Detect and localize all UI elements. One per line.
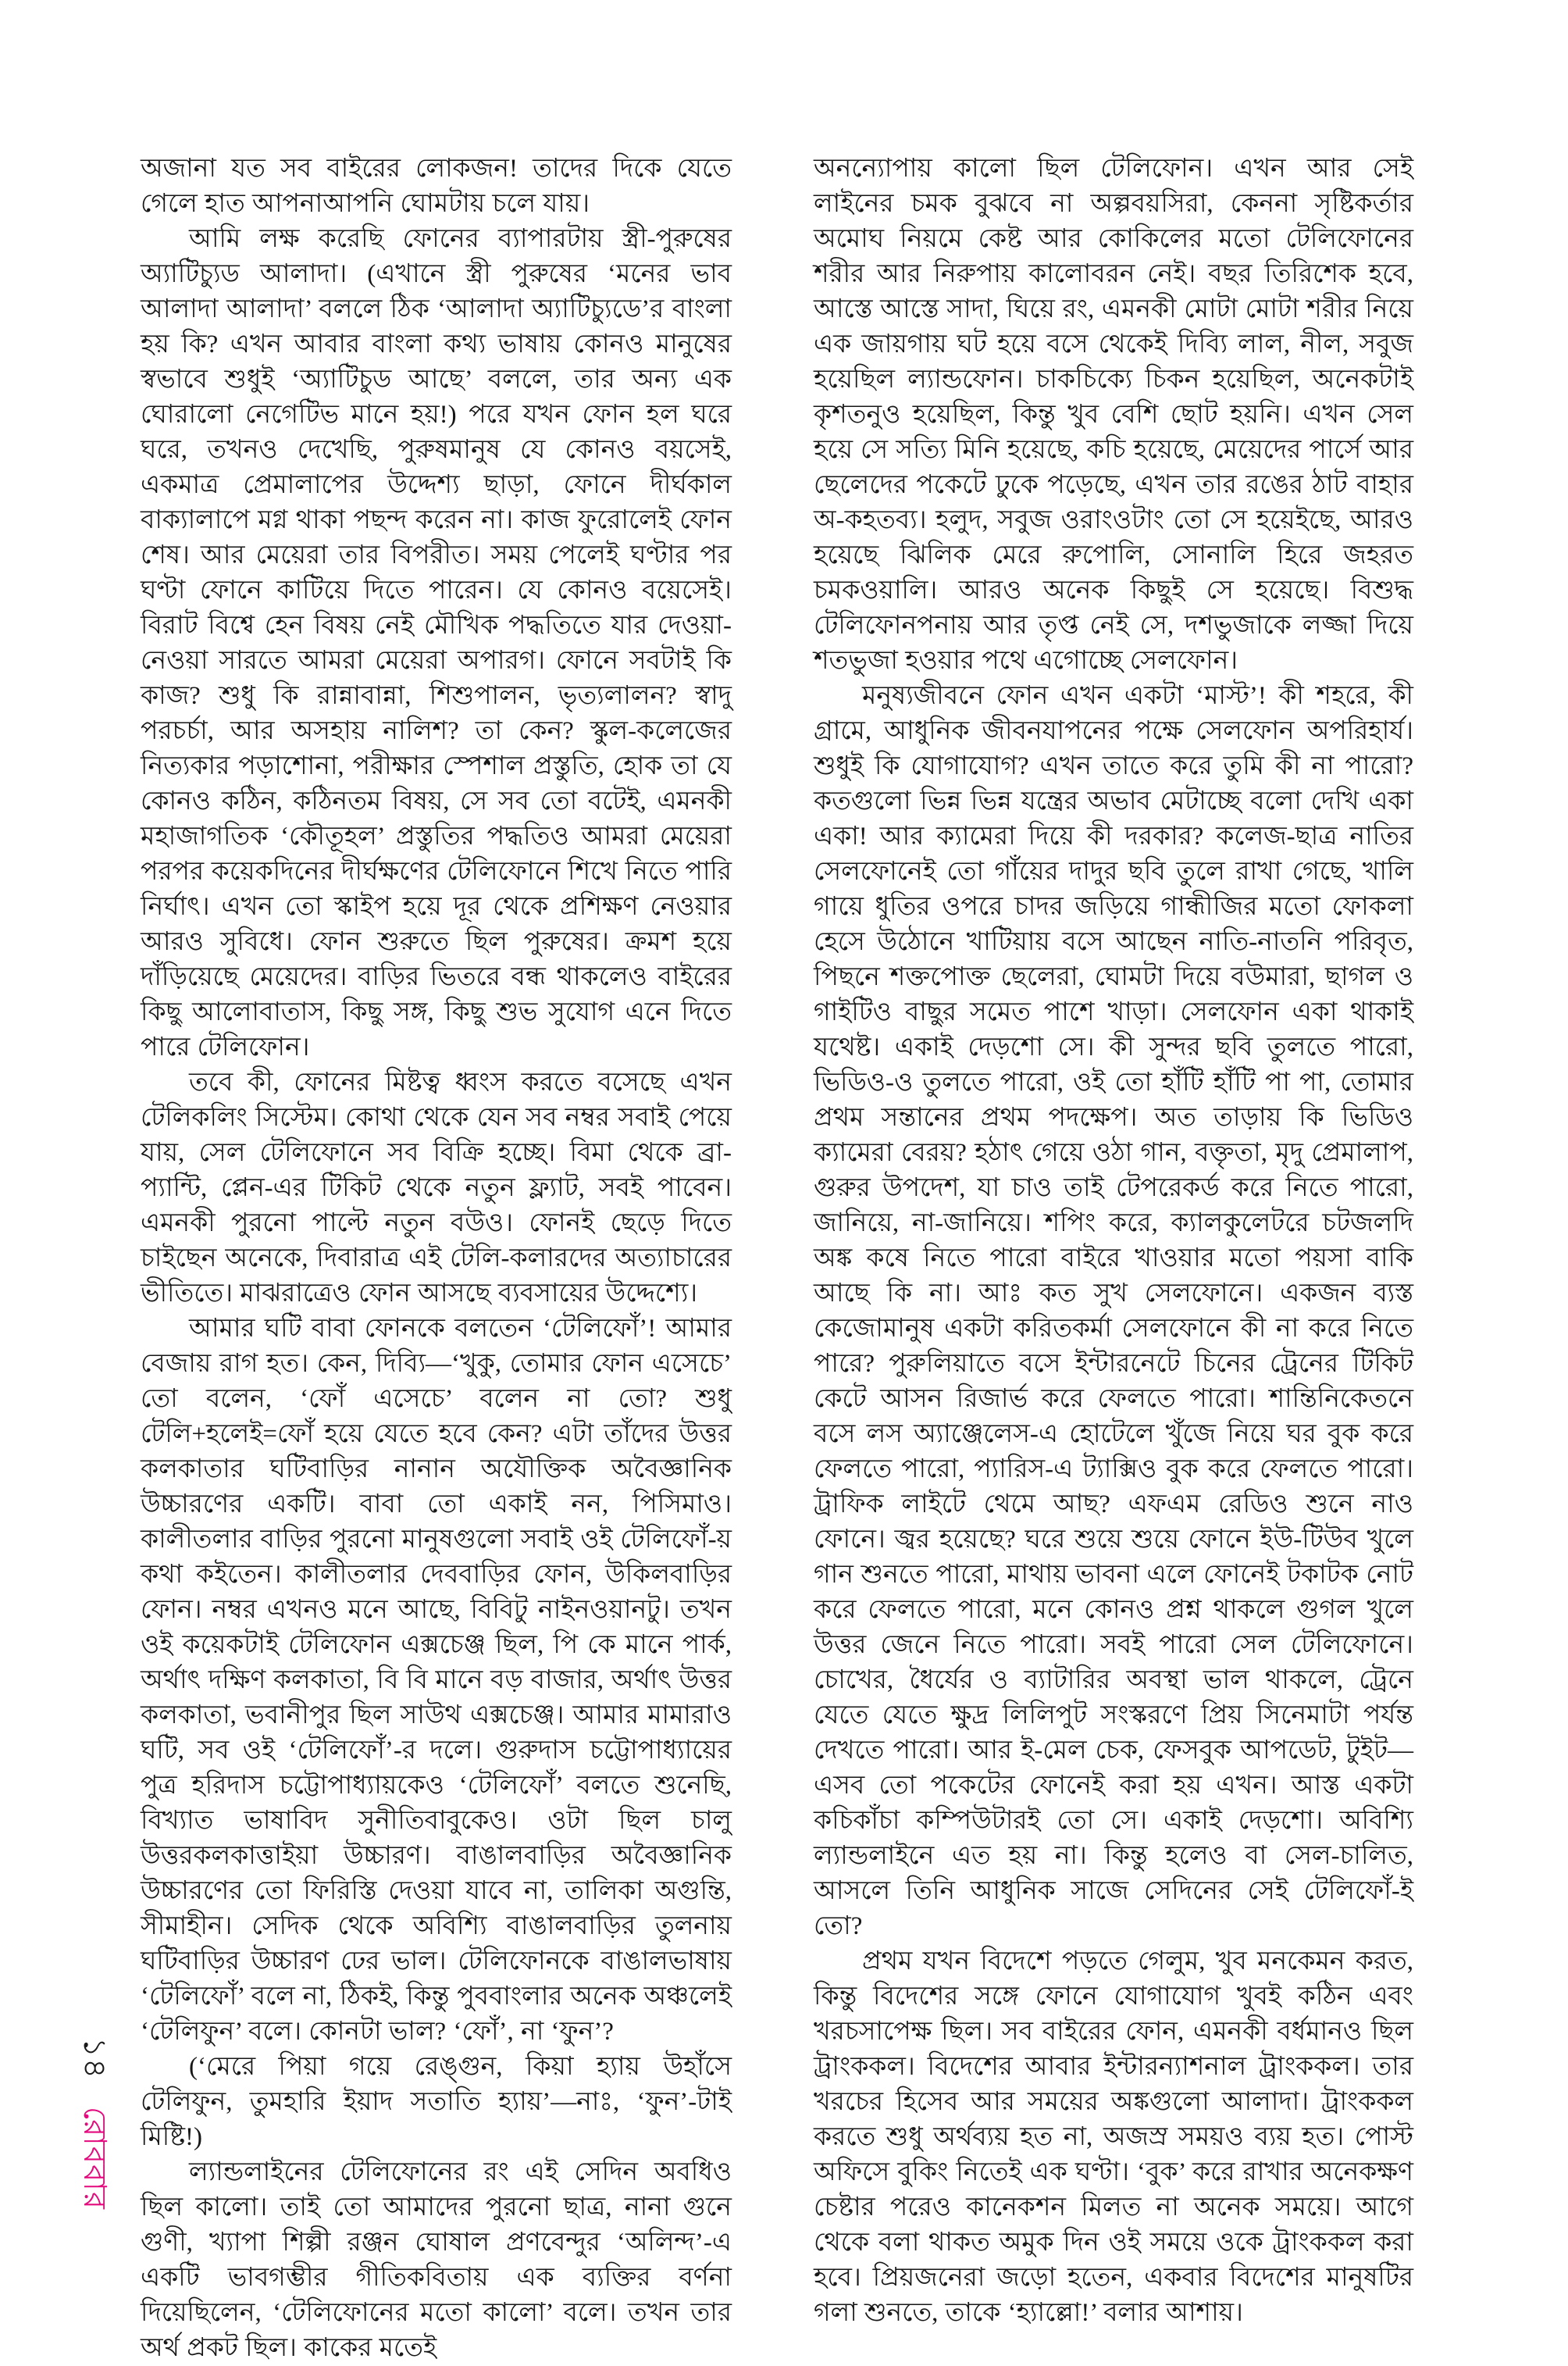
paragraph: প্রথম যখন বিদেশে পড়তে গেলুম, খুব মনকেমন করত, কিন্তু বিদেশের সঙ্গে ফোনে যোগাযোগ খুবই কঠিন এবং খরচসাপেক্ষ ছিল। সব বাইরের ফোন, এমনকী বর্ধমানও ছিল ট্রাংককল। বিদেশের আবার ইন্টারন্যাশনাল ট্রাংককল। তার খরচের হিসেব আর সময়ের অঙ্কগুলো আলাদা। ট্রাংককল করতে শুধু অর্থব্যয় হত না, অজস্র সময়ও ব্যয় হত। পোস্ট অফিসে বুকিং নিতেই এক ঘণ্টা। ‘বুক’ করে রাখার অনেকক্ষণ চেষ্টার পরেও কানেকশন মিলত না অনেক সময়ে। আগে থেকে বলা থাকত অমুক দিন ওই সময়ে ওকে ট্রাংককল করা হবে। প্রিয়জনেরা জড়ো হতেন, একবার বিদেশের মানুষটির গলা শুনতে, তাকে ‘হ্যাল্লো!’ বলার আশায়। (814, 1947, 1413, 2327)
page-margin-sidebar (67, 2037, 119, 2210)
paragraph: অজানা যত সব বাইরের লোকজন! তাদের দিকে যেতে গেলে হাত আপনাআপনি ঘোমটায় চলে যায়। (141, 155, 732, 218)
paragraph: আমি লক্ষ করেছি ফোনের ব্যাপারটায় স্ত্রী-পুরুষের অ্যাটিচ্যুড আলাদা। (এখানে স্ত্রী পুরুষের ‘মনের ভাব আলাদা আলাদা’ বললে ঠিক ‘আলাদা অ্যাটিচ্যুডে’র বাংলা হয় কি? এখন আবার বাংলা কথ্য ভাষায় কোনও মানুষের স্বভাবে শুধুই ‘অ্যাটিচুড আছে’ বললে, তার অন্য এক ঘোরালো নেগেটিভ মানে হয়!) পরে যখন ফোন হল ঘরে ঘরে, তখনও দেখেছি, পুরুষমানুষ যে কোনও বয়সেই, একমাত্র প্রেমালাপের উদ্দেশ্য ছাড়া, ফোনে দীর্ঘকাল বাক্যালাপে মগ্ন থাকা পছন্দ করেন না। কাজ ফুরোলেই ফোন শেষ। আর মেয়েরা তার বিপরীত। সময় পেলেই ঘণ্টার পর ঘণ্টা ফোনে কাটিয়ে দিতে পারেন। যে কোনও বয়েসেই। বিরাট বিশ্বে হেন বিষয় নেই মৌখিক পদ্ধতিতে যার দেওয়া-নেওয়া সারতে আমরা মেয়েরা অপারগ। ফোনে সবটাই কি কাজ? শুধু কি রান্নাবান্না, শিশুপালন, ভৃত্যলালন? স্বাদু পরচর্চা, আর অসহায় নালিশ? তা কেন? স্কুল-কলেজের নিত্যকার পড়াশোনা, পরীক্ষার স্পেশাল প্রস্তুতি, হোক তা যে কোনও কঠিন, কঠিনতম বিষয়, সে সব তো বটেই, এমনকী মহাজাগতিক ‘কৌতূহল’ প্রস্তুতির পদ্ধতিও আমরা মেয়েরা পরপর কয়েকদিনের দীর্ঘক্ষণের টেলিফোনে শিখে নিতে পারি নির্ঘাৎ। এখন তো স্কাইপ হয়ে দূর থেকে প্রশিক্ষণ নেওয়ার আরও সুবিধে। ফোন শুরুতে ছিল পুরুষের। ক্রমশ হয়ে দাঁড়িয়েছে মেয়েদের। বাড়ির ভিতরে বন্ধ থাকলেও বাইরের কিছু আলোবাতাস, কিছু সঙ্গ, কিছু শুভ সুযোগ এনে দিতে পারে টেলিফোন। (141, 225, 732, 1062)
paragraph: তবে কী, ফোনের মিষ্টত্ব ধ্বংস করতে বসেছে এখন টেলিকলিং সিস্টেম। কোথা থেকে যেন সব নম্বর সবাই পেয়ে যায়, সেল টেলিফোনে সব বিক্রি হচ্ছে। বিমা থেকে ব্রা-প্যান্টি, প্লেন-এর টিকিট থেকে নতুন ফ্ল্যাট, সবই পাবেন। এমনকী পুরনো পাল্টে নতুন বউও। ফোনই ছেড়ে দিতে চাইছেন অনেকে, দিবারাত্র এই টেলি-কলারদের অত্যাচারের ভীতিতে। মাঝরাত্রেও ফোন আসছে ব্যবসায়ের উদ্দেশ্যে। (141, 1069, 732, 1308)
paragraph: আমার ঘটি বাবা ফোনকে বলতেন ‘টেলিফোঁ’! আমার বেজায় রাগ হত। কেন, দিব্যি—‘খুকু, তোমার ফোন এসেচে’ তো বলেন, ‘ফোঁ এসেচে’ বলেন না তো? শুধু টেলি+হলেই=ফোঁ হয়ে যেতে হবে কেন? এটা তাঁদের উত্তর কলকাতার ঘটিবাড়ির নানান অযৌক্তিক অবৈজ্ঞানিক উচ্চারণের একটি। বাবা তো একাই নন, পিসিমাও। কালীতলার বাড়ির পুরনো মানুষগুলো সবাই ওই টেলিফোঁ-য় কথা কইতেন। কালীতলার দেববাড়ির ফোন, উকিলবাড়ির ফোন। নম্বর এখনও মনে আছে, বিবিটু নাইনওয়ানটু। তখন ওই কয়েকটাই টেলিফোন এক্সচেঞ্জ ছিল, পি কে মানে পার্ক, অর্থাৎ দক্ষিণ কলকাতা, বি বি মানে বড় বাজার, অর্থাৎ উত্তর কলকাতা, ভবানীপুর ছিল সাউথ এক্সচেঞ্জ। আমার মামারাও ঘটি, সব ওই ‘টেলিফোঁ’-র দলে। গুরুদাস চট্টোপাধ্যায়ের পুত্র হরিদাস চট্টোপাধ্যায়কেও ‘টেলিফোঁ’ বলতে শুনেছি, বিখ্যাত ভাষাবিদ সুনীতিবাবুকেও। ওটা ছিল চালু উত্তরকলকাত্তাইয়া উচ্চারণ। বাঙালবাড়ির অবৈজ্ঞানিক উচ্চারণের তো ফিরিস্তি দেওয়া যাবে না, তালিকা অগুন্তি, সীমাহীন। সেদিক থেকে অবিশ্যি বাঙালবাড়ির তুলনায় ঘটিবাড়ির উচ্চারণ ঢের ভাল। টেলিফোনকে বাঙালভাষায় ‘টেলিফোঁ’ বলে না, ঠিকই, কিন্তু পুববাংলার অনেক অঞ্চলেই ‘টেলিফুন’ বলে। কোনটা ভাল? ‘ফোঁ’, না ‘ফুন’? (141, 1315, 732, 2046)
paragraph: মনুষ্যজীবনে ফোন এখন একটা ‘মাস্ট’! কী শহরে, কী গ্রামে, আধুনিক জীবনযাপনের পক্ষে সেলফোন অপরিহার্য। শুধুই কি যোগাযোগ? এখন তাতে করে তুমি কী না পারো? কতগুলো ভিন্ন ভিন্ন যন্ত্রের অভাব মেটাচ্ছে বলো দেখি একা একা! আর ক্যামেরা দিয়ে কী দরকার? কলেজ-ছাত্র নাতির সেলফোনেই তো গাঁয়ের দাদুর ছবি তুলে রাখা গেছে, খালি গায়ে ধুতির ওপরে চাদর জড়িয়ে গান্ধীজির মতো ফোকলা হেসে উঠোনে খাটিয়ায় বসে আছেন নাতি-নাতনি পরিবৃত, পিছনে শক্তপোক্ত ছেলেরা, ঘোমটা দিয়ে বউমারা, ছাগল ও গাইটিও বাছুর সমেত পাশে খাড়া। সেলফোন একা থাকাই যথেষ্ট। একাই দেড়শো সে। কী সুন্দর ছবি তুলতে পারো, ভিডিও-ও তুলতে পারো, ওই তো হাঁটি হাঁটি পা পা, তোমার প্রথম সন্তানের প্রথম পদক্ষেপ। অত তাড়ায় কি ভিডিও ক্যামেরা বেরয়? হঠাৎ গেয়ে ওঠা গান, বক্তৃতা, মৃদু প্রেমালাপ, গুরুর উপদেশ, যা চাও তাই টেপরেকর্ড করে নিতে পারো, জানিয়ে, না-জানিয়ে। শপিং করে, ক্যালকুলেটরে চটজলদি অঙ্ক কষে নিতে পারো বাইরে খাওয়ার মতো পয়সা বাকি আছে কি না। আঃ কত সুখ সেলফোনে। একজন ব্যস্ত কেজোমানুষ একটা করিতকর্মা সেলফোনে কী না করে নিতে পারে? পুরুলিয়াতে বসে ইন্টারনেটে চিনের ট্রেনের টিকিট কেটে আসন রিজার্ভ করে ফেলতে পারো। শান্তিনিকেতনে বসে লস অ্যাঞ্জেলেস-এ হোটেলে খুঁজে নিয়ে ঘর বুক করে ফেলতে পারো, প্যারিস-এ ট্যাক্সিও বুক করে ফেলতে পারো। ট্রাফিক লাইটে থেমে আছ? এফএম রেডিও শুনে নাও ফোনে। জ্বর হয়েছে? ঘরে শুয়ে শুয়ে ফোনে ইউ-টিউব খুলে গান শুনতে পারো, মাথায় ভাবনা এলে ফোনেই টকাটক নোট করে ফেলতে পারো, মনে কোনও প্রশ্ন থাকলে গুগল খুলে উত্তর জেনে নিতে পারো। সবই পারো সেল টেলিফোনে। চোখের, ধৈর্যের ও ব্যাটারির অবস্থা ভাল থাকলে, ট্রেনে যেতে যেতে ক্ষুদ্র লিলিপুট সংস্করণে প্রিয় সিনেমাটা পর্যন্ত দেখতে পারো। আর ই-মেল চেক, ফেসবুক আপডেট, টুইট—এসব তো পকেটের ফোনেই করা হয় এখন। আস্ত একটা কচিকাঁচা কম্পিউটারই তো সে। একাই দেড়শো। অবিশ্যি ল্যান্ডলাইনে এত হয় না। কিন্তু হলেও বা সেল-চালিত, আসলে তিনি আধুনিক সাজে সেদিনের সেই টেলিফোঁ-ই তো? (814, 682, 1413, 1940)
page-number: ১৪ (77, 2037, 112, 2079)
right-column (814, 152, 1413, 2331)
paragraph: ল্যান্ডলাইনের টেলিফোনের রং এই সেদিন অবধিও ছিল কালো। তাই তো আমাদের পুরনো ছাত্র, নানা গুনে গুণী, খ্যাপা শিল্পী রঞ্জন ঘোষাল প্রণবেন্দুর ‘অলিন্দ’-এ একটি ভাবগম্ভীর গীতিকবিতায় এক ব্যক্তির বর্ণনা দিয়েছিলেন, ‘টেলিফোনের মতো কালো’ বলে। তখন তার অর্থ প্রকট ছিল। কাকের মতেই (141, 2158, 732, 2362)
magazine-title: রোববার (77, 2106, 112, 2210)
paragraph: অনন্যোপায় কালো ছিল টেলিফোন। এখন আর সেই লাইনের চমক বুঝবে না অল্পবয়সিরা, কেননা সৃষ্টিকর্তার অমোঘ নিয়মে কেষ্ট আর কোকিলের মতো টেলিফোনের শরীর আর নিরুপায় কালোবরন নেই। বছর তিরিশেক হবে, আস্তে আস্তে সাদা, ঘিয়ে রং, এমনকী মোটা মোটা শরীর নিয়ে এক জায়গায় ঘট হয়ে বসে থেকেই দিব্যি লাল, নীল, সবুজ হয়েছিল ল্যান্ডফোন। চাকচিক্যে চিকন হয়েছিল, অনেকটাই কৃশতনুও হয়েছিল, কিন্তু খুব বেশি ছোট হয়নি। এখন সেল হয়ে সে সত্যি মিনি হয়েছে, কচি হয়েছে, মেয়েদের পার্সে আর ছেলেদের পকেটে ঢুকে পড়েছে, এখন তার রঙের ঠাট বাহার অ-কহতব্য। হলুদ, সবুজ ওরাংওটাং তো সে হয়েইছে, আরও হয়েছে ঝিলিক মেরে রুপোলি, সোনালি হিরে জহরত চমকওয়ালি। আরও অনেক কিছুই সে হয়েছে। বিশুদ্ধ টেলিফোনপনায় আর তৃপ্ত নেই সে, দশভুজাকে লজ্জা দিয়ে শতভুজা হওয়ার পথে এগোচ্ছে সেলফোন। (814, 155, 1413, 675)
left-column (141, 152, 732, 2366)
paragraph: (‘মেরে পিয়া গয়ে রেঙ্গুন, কিয়া হ্যায় উহাঁসে টেলিফুন, তুমহারি ইয়াদ সতাতি হ্যায়’—নাঃ, ‘ফুন’-টাই মিষ্টি!) (141, 2053, 732, 2151)
